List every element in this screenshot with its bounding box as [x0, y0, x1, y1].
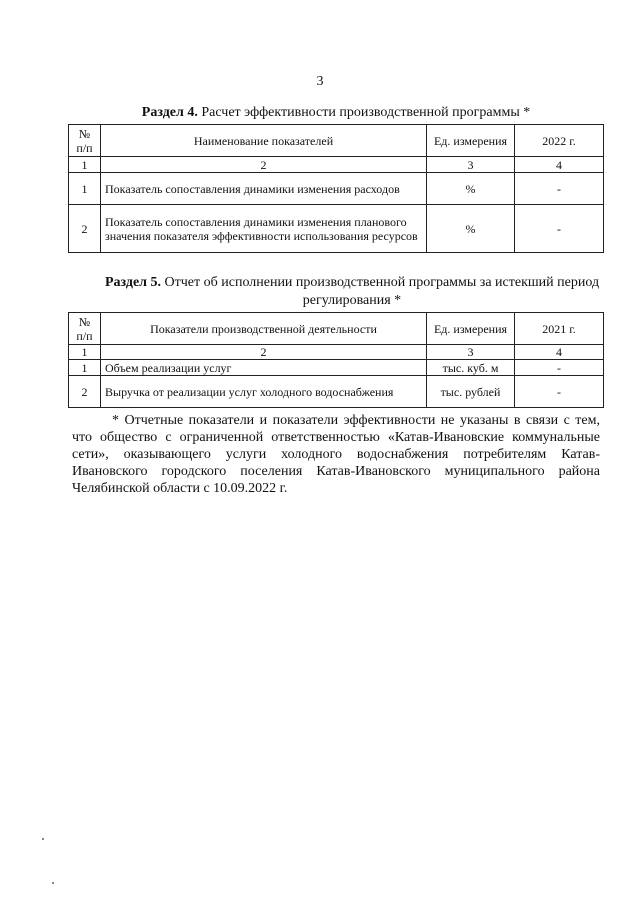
col-number: 3: [427, 345, 515, 360]
column-number-row: [69, 345, 604, 360]
row-name: Объем реализации услуг: [101, 360, 427, 376]
section-5-title: [100, 274, 604, 310]
column-number-row: [69, 157, 604, 173]
col-number: 2: [101, 157, 427, 173]
col-number: 2: [101, 345, 427, 360]
footnote-text: * Отчетные показатели и показатели эффективности не указаны в связи с тем, что общество с ограниченной ответственностью «Катав-Ивановские коммунальные сети», оказывающего услуги холодного водоснабжения потребителям Катав-Ивановского городского поселения Катав-Ивановского муниципального района Челябинской области с 10.09.2022 г.: [72, 413, 600, 496]
section-4-title: [68, 104, 604, 122]
section-5-table: [68, 312, 604, 408]
header-unit: Ед. измерения: [427, 125, 515, 157]
row-unit: %: [427, 173, 515, 205]
section-4-title-text: Расчет эффективности производственной программы *: [197, 105, 531, 120]
row-value: -: [515, 205, 604, 253]
row-unit: тыс. рублей: [427, 376, 515, 408]
col-number: 4: [515, 345, 604, 360]
section-4-table: [68, 124, 604, 253]
row-name: Показатель сопоставления динамики изменения расходов: [101, 173, 427, 205]
col-number: 1: [69, 345, 101, 360]
table-row: [69, 376, 604, 408]
row-value: -: [515, 360, 604, 376]
header-unit: Ед. измерения: [427, 313, 515, 345]
row-unit: тыс. куб. м: [427, 360, 515, 376]
header-name: Показатели производственной деятельности: [101, 313, 427, 345]
row-num: 1: [69, 360, 101, 376]
table-row: [69, 205, 604, 253]
section-4-title-label: Раздел 4.: [141, 105, 198, 120]
table-header-row: [69, 125, 604, 157]
header-num: № п/п: [69, 313, 101, 345]
col-number: 3: [427, 157, 515, 173]
table-header-row: [69, 313, 604, 345]
row-name: Показатель сопоставления динамики изменения планового значения показателя эффективности использования ресурсов: [101, 205, 427, 253]
row-num: 2: [69, 205, 101, 253]
section-5-title-label: Раздел 5.: [104, 275, 162, 290]
row-value: -: [515, 376, 604, 408]
header-year: 2022 г.: [515, 125, 604, 157]
row-name: Выручка от реализации услуг холодного водоснабжения: [101, 376, 427, 408]
scan-dot: [52, 882, 54, 884]
header-num: № п/п: [69, 125, 101, 157]
col-number: 1: [69, 157, 101, 173]
section-5-title-text: Отчет об исполнении производственной программы за истекший период регулирования *: [161, 275, 600, 308]
footnote: [72, 412, 600, 497]
header-name: Наименование показателей: [101, 125, 427, 157]
row-num: 1: [69, 173, 101, 205]
col-number: 4: [515, 157, 604, 173]
row-value: -: [515, 173, 604, 205]
table-row: [69, 173, 604, 205]
page-number: 3: [316, 74, 324, 89]
row-num: 2: [69, 376, 101, 408]
scan-dot: [42, 838, 44, 840]
table-row: [69, 360, 604, 376]
row-unit: %: [427, 205, 515, 253]
header-year: 2021 г.: [515, 313, 604, 345]
